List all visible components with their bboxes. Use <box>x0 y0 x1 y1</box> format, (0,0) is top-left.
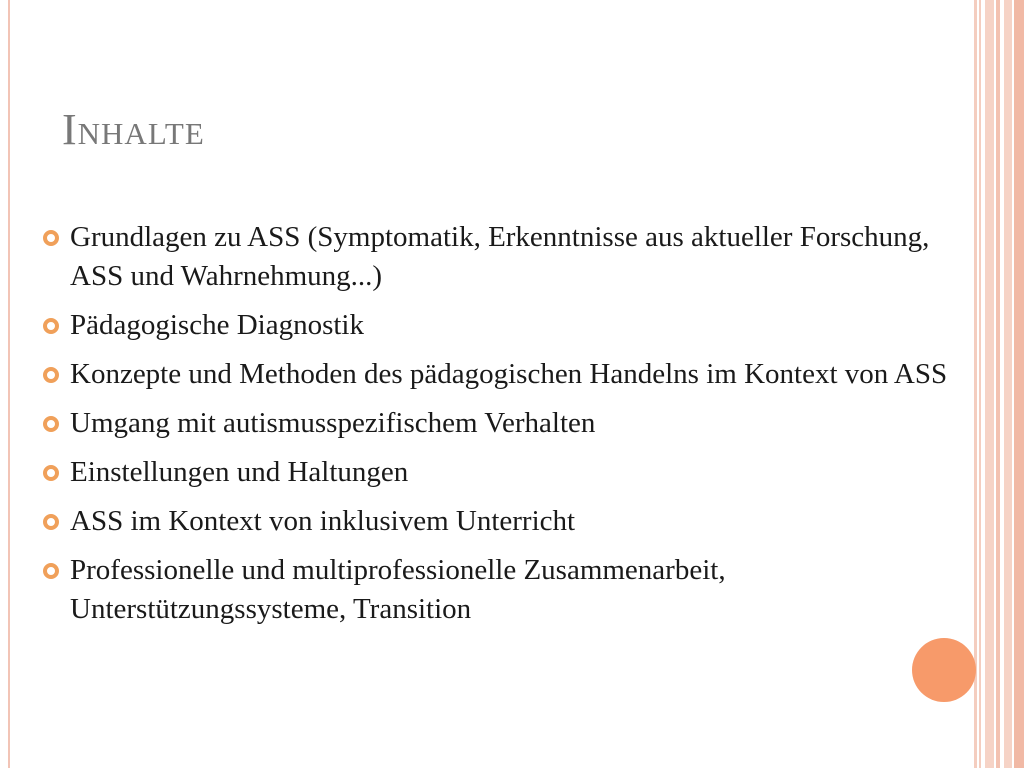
bullet-item <box>42 453 972 492</box>
stripe <box>974 0 977 768</box>
bullet-item <box>42 306 972 345</box>
stripe <box>979 0 981 768</box>
bullet-text: Professionelle und multiprofessionelle Zusammenarbeit, Unterstützungssysteme, Transition <box>70 554 726 625</box>
stripe <box>1014 0 1024 768</box>
ring-bullet-icon <box>42 562 60 580</box>
bullet-list <box>42 218 972 639</box>
decorative-orange-circle <box>912 638 976 702</box>
bullet-item <box>42 551 972 629</box>
right-decorative-stripes <box>974 0 1024 768</box>
ring-bullet-icon <box>42 317 60 335</box>
bullet-text: Grundlagen zu ASS (Symptomatik, Erkenntnisse aus aktueller Forschung, ASS und Wahrnehmung...) <box>70 221 930 292</box>
bullet-item <box>42 355 972 394</box>
slide-title: Inhalte <box>62 105 205 154</box>
left-border-line <box>8 0 10 768</box>
ring-bullet-icon <box>42 366 60 384</box>
stripe <box>985 0 994 768</box>
bullet-item <box>42 502 972 541</box>
stripe <box>996 0 1000 768</box>
ring-bullet-icon <box>42 464 60 482</box>
ring-bullet-icon <box>42 229 60 247</box>
bullet-text: Pädagogische Diagnostik <box>70 309 364 341</box>
ring-bullet-icon <box>42 513 60 531</box>
bullet-item <box>42 218 972 296</box>
bullet-text: Umgang mit autismusspezifischem Verhalten <box>70 407 596 439</box>
ring-bullet-icon <box>42 415 60 433</box>
bullet-text: ASS im Kontext von inklusivem Unterricht <box>70 505 576 537</box>
bullet-text: Konzepte und Methoden des pädagogischen Handelns im Kontext von ASS <box>70 358 948 390</box>
bullet-text: Einstellungen und Haltungen <box>70 456 409 488</box>
bullet-item <box>42 404 972 443</box>
stripe <box>1004 0 1012 768</box>
